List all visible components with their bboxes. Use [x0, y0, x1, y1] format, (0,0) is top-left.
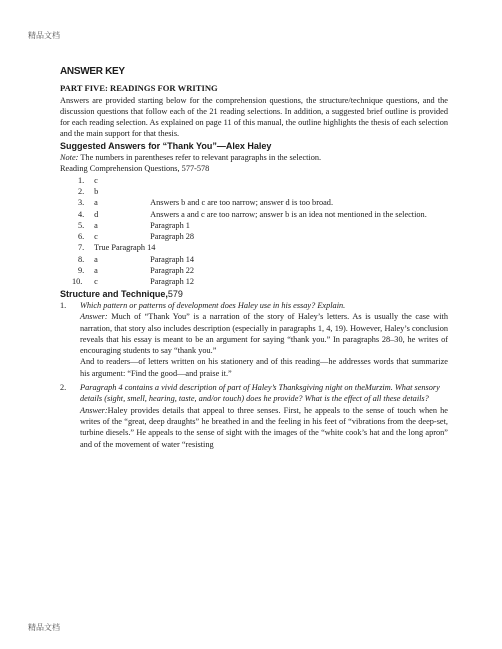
question-text: Paragraph 4 contains a vivid description of part of Haley’s Thanksgiving night on theMurzim. What sensory details (sight, smell, hearing, taste, and/or touch) does he provide? What is the effect of all these details? [80, 383, 440, 404]
answer-letter: True [93, 243, 110, 253]
answer-item [60, 186, 448, 197]
answer-number: 9. [78, 266, 85, 276]
note-label: Note: [60, 153, 79, 163]
question-1 [60, 300, 448, 311]
answer-letter: a [94, 266, 98, 276]
answer-number: 5. [78, 220, 85, 230]
answer-item [60, 209, 448, 220]
answer-item [60, 175, 448, 186]
question-number: 2. [60, 383, 67, 393]
answer-2 [80, 405, 448, 450]
note-line [60, 152, 448, 163]
structure-technique-title: Structure and Technique, [60, 288, 168, 299]
question-text: Which pattern or patterns of development does Haley use in his essay? Explain. [80, 300, 346, 310]
answer-note: Paragraph 28 [150, 232, 195, 242]
answer-item [60, 254, 448, 265]
document-body [60, 66, 448, 450]
part-heading: PART FIVE: READINGS FOR WRITING [60, 83, 218, 94]
answer-number: 1. [78, 175, 85, 185]
note-text: The numbers in parentheses refer to relevant paragraphs in the selection. [78, 153, 322, 163]
answer-text: Haley provides details that appeal to three senses. First, he appeals to the sense of touch when he writes of the “great, deep draughts” he breathed in and the feeling in his feet of “vibrations from the deep-set, turbine diesels.” He appeals to the sense of sight with the images of the “white cook’s hat and the long apron” and of the movement of water “resisting [80, 405, 448, 449]
answer-letter: d [94, 209, 99, 219]
reading-comprehension-heading: Reading Comprehension Questions, 577-578 [60, 164, 210, 174]
answer-item [60, 242, 448, 253]
answer-letter: c [94, 175, 98, 185]
page-footer: 精品文档 [28, 623, 60, 632]
intro-paragraph: Answers are provided starting below for the comprehension questions, the structure/technique questions, and the discussion questions that follow each of the 21 reading selections. In addition, a suggested brief outline is provided for each reading selection. As explained on page 11 of this manual, the outline highlights the thesis of each selection and the main support for that thesis. [60, 95, 448, 139]
answer-number: 6. [78, 232, 85, 242]
page-title: ANSWER KEY [60, 66, 125, 77]
answer-item [60, 220, 448, 231]
answer-letter: c [94, 277, 98, 287]
answer-letter: a [94, 198, 98, 208]
answer-note: Paragraph 12 [150, 277, 195, 287]
answer-label: Answer: [80, 312, 108, 322]
answer-item [60, 276, 448, 287]
answer-1 [80, 311, 448, 356]
answer-note: Answers a and c are too narrow; answer b is an idea not mentioned in the selection. [150, 209, 427, 219]
structure-technique-page: 579 [167, 288, 183, 299]
answer-note: Paragraph 1 [150, 220, 190, 230]
answer-note: Paragraph 14 [150, 254, 195, 264]
answer-letter: b [94, 186, 99, 196]
answer-number: 4. [78, 209, 85, 219]
answer-note: Paragraph 14 [111, 243, 156, 253]
answer-1-continued: And to readers—of letters written on his stationery and of this reading—he addresses words that summarize his argument: “Find the good—and praise it.” [80, 357, 448, 378]
answer-number: 10. [72, 277, 83, 287]
answer-item [60, 197, 448, 208]
answer-list [60, 175, 448, 288]
answer-letter: a [94, 220, 98, 230]
answer-number: 2. [78, 186, 85, 196]
structure-technique-heading [60, 289, 448, 300]
page-header: 精品文档 [28, 31, 60, 40]
answer-text: Much of “Thank You” is a narration of the story of Haley’s letters. As is usually the case with narration, that story also includes description (especially in paragraphs 1, 4, 19). However, Haley’s conclusion reveals that his essay is meant to be an argument for saying “thank you.” In paragraphs 28–30, he writes of encouraging students to say “thank you.” [80, 312, 448, 356]
answer-letter: c [94, 232, 98, 242]
answer-note: Answers b and c are too narrow; answer d is too broad. [150, 198, 334, 208]
answer-note: Paragraph 22 [150, 266, 195, 276]
answer-number: 3. [78, 198, 85, 208]
answer-number: 8. [78, 254, 85, 264]
answer-number: 7. [78, 243, 85, 253]
answer-label: Answer: [80, 405, 108, 415]
answer-item [60, 231, 448, 242]
suggested-answers-heading: Suggested Answers for “Thank You”—Alex Haley [60, 140, 272, 151]
answer-letter: a [94, 254, 98, 264]
question-number: 1. [60, 300, 67, 310]
question-2 [60, 382, 448, 405]
answer-item [60, 265, 448, 276]
